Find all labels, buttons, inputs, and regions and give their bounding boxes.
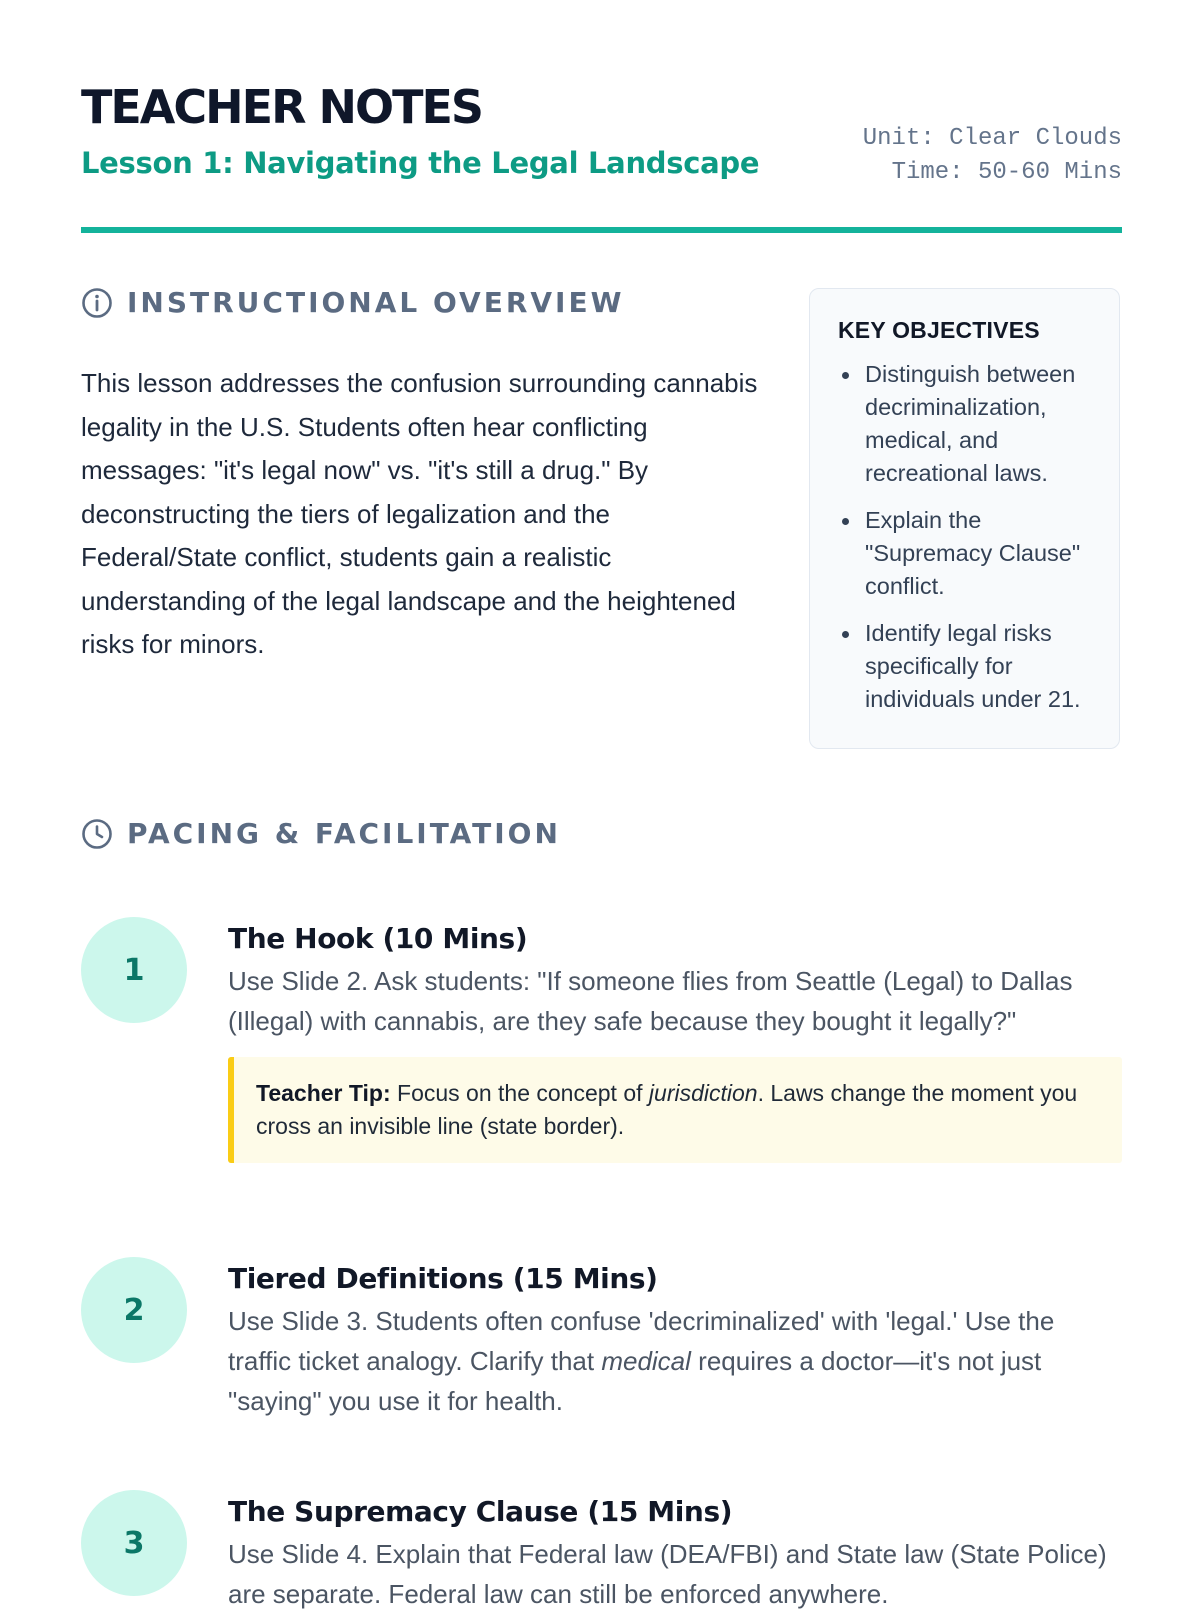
tip-emphasis: jurisdiction <box>648 1080 758 1106</box>
objective-item: Distinguish between decriminalization, medical, and recreational laws. <box>838 358 1099 490</box>
step-text: Use Slide 4. Explain that Federal law (DEA/FBI) and State law (State Police) are separate. Federal law can still be enforced anywhere. <box>228 1539 1107 1609</box>
unit-label: Unit: Clear Clouds <box>862 125 1122 152</box>
lesson-subtitle: Lesson 1: Navigating the Legal Landscape <box>81 146 760 180</box>
objectives-heading: KEY OBJECTIVES <box>838 317 1040 343</box>
step-text <box>228 1301 1122 1421</box>
step-text: Use Slide 2. Ask students: "If someone flies from Seattle (Legal) to Dallas (Illegal) with cannabis, are they safe because they bought it legally?" <box>228 966 1073 1036</box>
step-body <box>228 917 1122 1163</box>
step-title: Tiered Definitions (15 Mins) <box>228 1262 658 1295</box>
objective-item: Explain the "Supremacy Clause" conflict. <box>838 504 1099 603</box>
tip-label: Teacher Tip: <box>256 1080 391 1106</box>
lesson-meta <box>863 122 1122 190</box>
time-label: Time: 50-60 Mins <box>891 159 1122 186</box>
overview-heading <box>81 286 624 319</box>
step-body <box>228 1490 1122 1614</box>
pacing-heading-label: PACING & FACILITATION <box>127 817 561 850</box>
objectives-list <box>838 358 1099 716</box>
step-title: The Supremacy Clause (15 Mins) <box>228 1495 733 1528</box>
step-text-before: Use Slide 3. Students often confuse 'decriminalized' with 'legal.' Use the traffic ticket analogy. Clarify that <box>228 1306 1055 1376</box>
objective-item: Identify legal risks specifically for individuals under 21. <box>838 617 1099 716</box>
teacher-tip <box>228 1057 1122 1163</box>
overview-text: This lesson addresses the confusion surrounding cannabis legality in the U.S. Students often hear conflicting messages: "it's legal now" vs. "it's still a drug." By deconstructing the tiers of legalization and the Federal/State conflict, students gain a realistic understanding of the legal landscape and the heightened risks for minors. <box>81 368 758 659</box>
step-body <box>228 1257 1122 1421</box>
info-icon <box>81 287 113 319</box>
tip-text-after: . Laws change the moment you cross an invisible line (state border). <box>256 1080 1078 1139</box>
overview-heading-label: INSTRUCTIONAL OVERVIEW <box>127 286 625 319</box>
step-number-badge: 1 <box>81 917 187 1023</box>
step-number-badge: 3 <box>81 1490 187 1596</box>
step-text-after: requires a doctor—it's not just "saying" you use it for health. <box>228 1346 1042 1416</box>
step-text-emphasis: medical <box>601 1346 691 1376</box>
header <box>81 80 1122 230</box>
step-title: The Hook (10 Mins) <box>228 922 528 955</box>
pacing-heading <box>81 817 561 850</box>
header-divider <box>81 227 1122 233</box>
page-title: TEACHER NOTES <box>81 80 483 134</box>
step-number-badge: 2 <box>81 1257 187 1363</box>
tip-text-before: Focus on the concept of <box>397 1080 643 1106</box>
key-objectives-card <box>809 288 1120 749</box>
clock-icon <box>81 818 113 850</box>
